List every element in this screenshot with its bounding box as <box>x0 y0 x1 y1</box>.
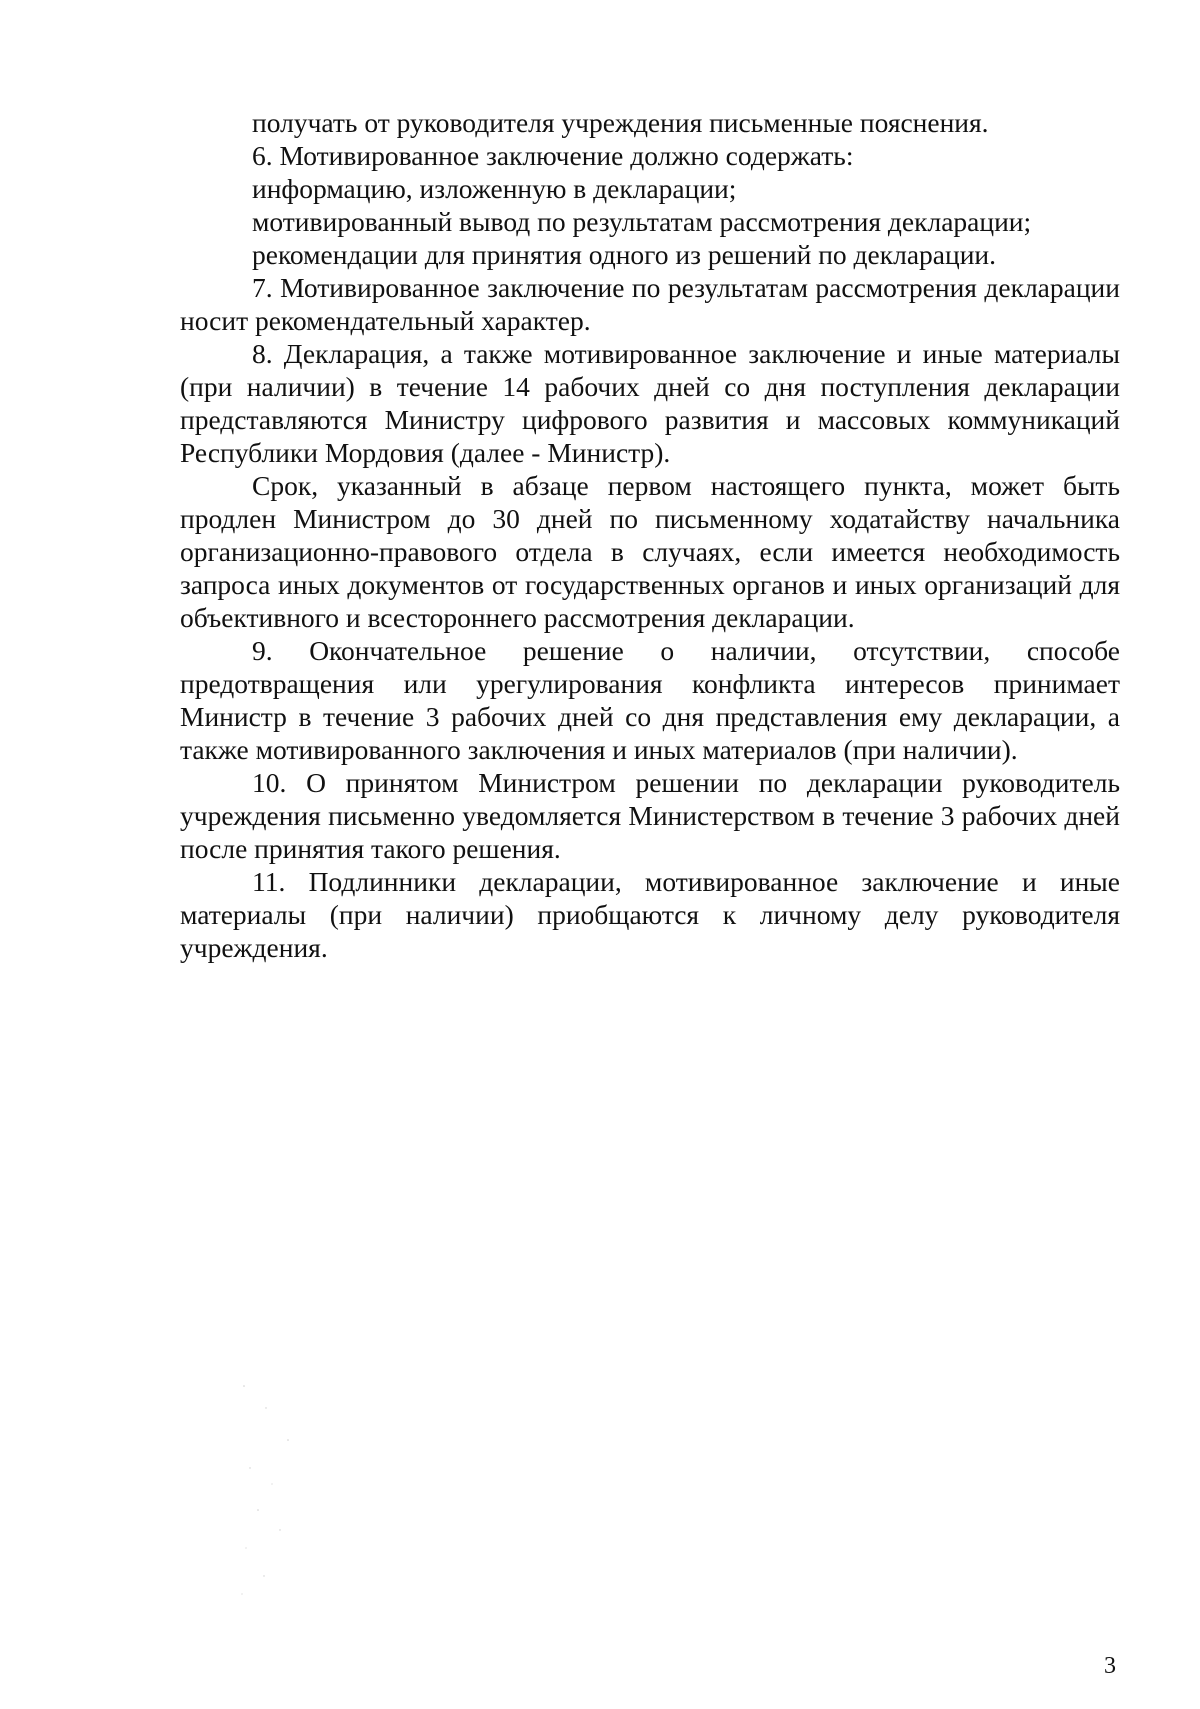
paragraph-item-6-sub-2: мотивированный вывод по результатам рассмотрения декларации; <box>252 206 1032 237</box>
paragraph-item-6: 6. Мотивированное заключение должно содержать: <box>252 140 854 171</box>
paragraph-continued: получать от руководителя учреждения письменные пояснения. <box>252 107 989 138</box>
paragraph-item-11: 11. Подлинники декларации, мотивированное заключение и иные материалы (при наличии) приобщаются к личному делу руководителя учреждения. <box>180 866 1120 963</box>
paragraph-item-8: 8. Декларация, а также мотивированное заключение и иные материалы (при наличии) в течение 14 рабочих дней со дня поступления декларации представляются Министру цифрового развития и массовых коммуникаций Республики Мордовия (далее - Министр). <box>180 338 1120 468</box>
page-number: 3 <box>1104 1653 1116 1679</box>
paragraph-item-8-extension: Срок, указанный в абзаце первом настоящего пункта, может быть продлен Министром до 30 дней по письменному ходатайству начальника организационно-правового отдела в случаях, если имеется необходимость запроса иных документов от государственных органов и иных организаций для объективного и всестороннего рассмотрения декларации. <box>180 470 1120 633</box>
document-body <box>180 106 1120 964</box>
scan-artifact-specks <box>236 1380 316 1600</box>
paragraph-item-6-sub-3: рекомендации для принятия одного из решений по декларации. <box>252 239 997 270</box>
paragraph-item-10: 10. О принятом Министром решении по декларации руководитель учреждения письменно уведомляется Министерством в течение 3 рабочих дней после принятия такого решения. <box>180 767 1120 864</box>
paragraph-item-7: 7. Мотивированное заключение по результатам рассмотрения декларации носит рекомендательный характер. <box>180 272 1120 336</box>
paragraph-item-6-sub-1: информацию, изложенную в декларации; <box>252 173 737 204</box>
paragraph-item-9: 9. Окончательное решение о наличии, отсутствии, способе предотвращения или урегулирования конфликта интересов принимает Министр в течение 3 рабочих дней со дня представления ему декларации, а также мотивированного заключения и иных материалов (при наличии). <box>180 635 1120 765</box>
